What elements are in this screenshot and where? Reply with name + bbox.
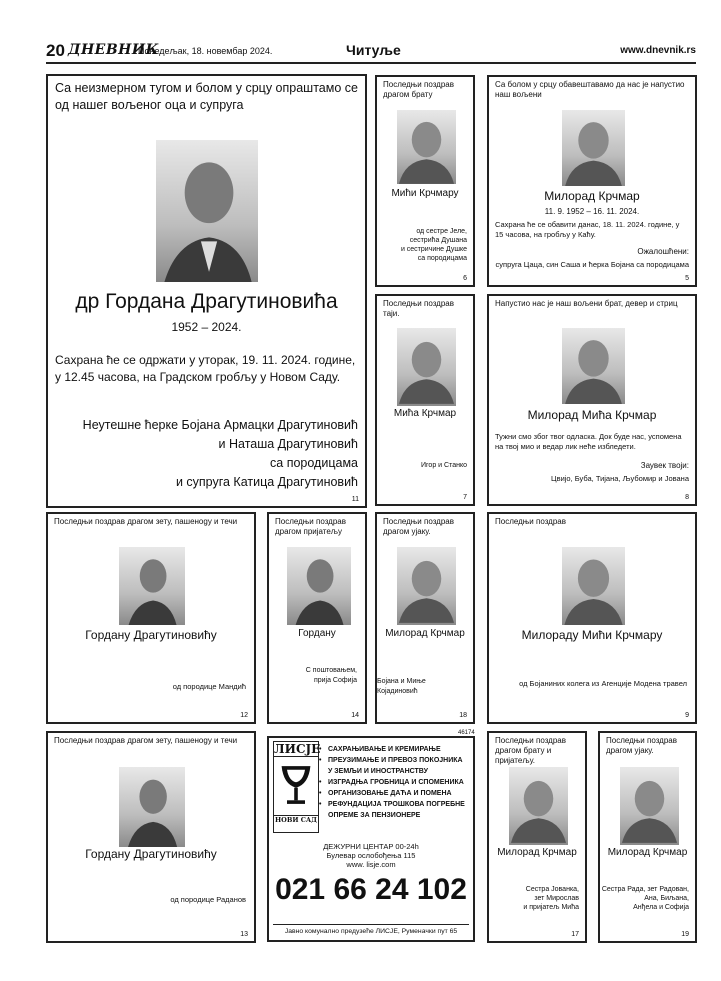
signature-line: С поштовањем,: [305, 667, 357, 674]
signature: [602, 885, 689, 912]
portrait-photo: [287, 547, 351, 625]
deceased-name: Милорад Крчмар: [544, 189, 640, 203]
obituary-19: [598, 731, 697, 943]
lisje-advertisement: [267, 736, 475, 942]
website-link[interactable]: www.dnevnik.rs: [620, 45, 696, 56]
portrait-photo: [562, 110, 625, 186]
website[interactable]: www. lisje.com: [346, 860, 396, 869]
ad-code: 17: [571, 931, 579, 938]
mourners-label: Заувек твоји:: [640, 461, 689, 470]
ad-code: 11: [351, 496, 359, 503]
obituary-intro: Последњи поздрав драгом зету, пашеноgу и течи: [54, 736, 238, 745]
signature-line: Сестра Јованка,: [525, 886, 579, 893]
ad-code: 12: [240, 712, 248, 719]
deceased-name: Гордану Драгутиновићу: [85, 847, 217, 861]
signature-line: сестрића Душана: [409, 237, 467, 244]
page-number: 20: [46, 41, 65, 60]
portrait-photo: [509, 767, 568, 845]
life-dates: 11. 9. 1952 – 16. 11. 2024.: [544, 207, 640, 216]
portrait-photo: [397, 110, 456, 184]
services-list: [319, 744, 467, 821]
mourners-list: [83, 416, 358, 492]
mourner-line: и Наташа Драгутиновић: [218, 437, 358, 451]
obituary-18: [375, 512, 475, 724]
deceased-name: Мића Крчмар: [393, 408, 457, 419]
contact-block: [269, 842, 473, 869]
signature-line: са породицама: [417, 255, 467, 262]
obituary-intro: Последњи поздрав таји.: [383, 299, 454, 318]
deceased-name: Милорад Мића Крчмар: [527, 408, 657, 422]
service-item: • ИЗГРАДЊА ГРОБНИЦА И СПОМЕНИКА: [319, 777, 467, 788]
obituary-7: [375, 294, 475, 506]
obituary-5: [487, 75, 697, 287]
signature: [523, 885, 579, 912]
signature: [306, 666, 357, 686]
duty-center: ДЕЖУРНИ ЦЕНТАР 00-24h: [323, 842, 419, 851]
life-years: 1952 – 2024.: [171, 320, 242, 334]
obituary-intro: Последњи поздрав драгом ујаку.: [383, 517, 454, 536]
obituary-13: [46, 731, 256, 943]
obituary-intro: Последњи поздрав драгом пријатељу: [275, 517, 346, 536]
obituary-14: [267, 512, 367, 724]
mourners-list: Цвијо, Буба, Тијана, Љубомир и Јована: [551, 474, 689, 483]
mourners-list: супруга Цаца, син Саша и ћерка Бојана са породицама: [495, 260, 689, 269]
portrait-photo: [119, 547, 185, 625]
obituary-9: [487, 512, 697, 724]
portrait-photo: [562, 328, 625, 404]
signature: [401, 227, 467, 263]
deceased-name: др Гордана Драгутиновића: [75, 290, 338, 313]
signature: Бојана и Миње Којадиновић: [377, 678, 426, 695]
lisje-logo: [273, 741, 319, 833]
section-title: Читуље: [346, 42, 401, 58]
ad-code: 6: [463, 275, 467, 282]
company-footer: Јавно комунално предузеће ЛИСЈЕ, Руменачки пут 65: [273, 924, 469, 935]
ad-code: 13: [240, 931, 248, 938]
signature: Игор и Станко: [421, 462, 467, 469]
issue-date: Понедељак, 18. новембар 2024.: [138, 46, 273, 56]
deceased-name: Мићи Крчмару: [391, 188, 459, 199]
deceased-name: Гордану: [298, 628, 336, 639]
ad-code: 5: [685, 275, 689, 282]
mourner-line: Неутешне ћерке Бојана Армацки Драгутиновић: [82, 418, 358, 432]
service-item: • РЕФУНДАЦИЈА ТРОШКОВА ПОГРЕБНЕ ОПРЕМЕ ЗА ПЕНЗИОНЕРЕ: [319, 799, 467, 821]
obituary-intro: Са неизмерном тугом и болом у срцу опраштамо се од нашег вољеног оца и супруга: [55, 81, 358, 112]
signature-line: Анђела и Софија: [633, 904, 689, 911]
mourners-label: Ожалошћени:: [637, 247, 689, 256]
signature-line: Сестра Рада, зет Радован,: [601, 886, 689, 893]
funeral-info: Сахрана ће се обавити данас, 18. 11. 2024. године, у 15 часова, на гробљу у Каћу.: [495, 220, 680, 239]
service-item: • ОРГАНИЗОВАЊЕ ДАЋА И ПОМЕНА: [319, 788, 467, 799]
obituary-17: [487, 731, 587, 943]
signature-line: и пријатељ Мића: [523, 904, 579, 911]
service-item: • САХРАЊИВАЊЕ И КРЕМИРАЊЕ: [319, 744, 467, 755]
phone-number[interactable]: 021 66 24 102: [275, 873, 467, 906]
obituary-8: [487, 294, 697, 506]
ad-code: 14: [351, 712, 359, 719]
obituary-intro: Последњи поздрав драгом брату и пријатељу.: [495, 736, 566, 765]
ad-code: 7: [463, 494, 467, 501]
lisje-logo-city: НОВИ САД: [275, 816, 317, 824]
obituary-11: [46, 74, 367, 508]
obituary-intro: Последњи поздрав драгом брату: [383, 80, 454, 99]
obituary-intro: Последњи поздрав: [495, 517, 566, 526]
tribute-text: Тужни смо због твог одласка. Док буде нас, успомена на твој мио и ведар лик неће избледети.: [495, 432, 682, 451]
signature-line: зет Мирослав: [534, 895, 579, 902]
obituary-intro: Напустио нас је наш вољени брат, девер и стриц: [495, 299, 678, 308]
obituary-12: [46, 512, 256, 724]
deceased-name: Милорад Крчмар: [385, 628, 465, 639]
signature-line: и сестричине Душке: [400, 246, 467, 253]
signature: од породице Мандић: [172, 682, 246, 691]
portrait-photo: [397, 328, 456, 406]
address: Булевар ослобођења 115: [326, 851, 416, 860]
lisje-ad-code: 46174: [458, 730, 475, 736]
portrait-photo: [562, 547, 625, 625]
obituary-intro: Последњи поздрав драгом зету, пашеноgу и течи: [54, 517, 238, 526]
goblet-icon: [278, 760, 314, 810]
obituary-intro: Последњи поздрав драгом ујаку.: [606, 736, 677, 755]
ad-code: 18: [459, 712, 467, 719]
obituary-intro: Са болом у срцу обавештавамо да нас је напустио наш вољени: [495, 80, 685, 99]
signature-line: прија Софија: [313, 677, 357, 684]
mourner-line: и супруга Катица Драгутиновић: [175, 475, 358, 489]
ad-code: 9: [685, 712, 689, 719]
portrait-photo: [156, 140, 258, 282]
lisje-logo-title: ЛИСЈЕ: [274, 742, 321, 756]
signature-line: од сестре Јеле,: [416, 228, 467, 235]
signature: од Бојаниних колега из Агенције Модена травел: [519, 679, 687, 688]
portrait-photo: [620, 767, 679, 845]
service-item: • ПРЕУЗИМАЊЕ И ПРЕВОЗ ПОКОЈНИКА У ЗЕМЉИ И ИНОСТРАНСТВУ: [319, 755, 467, 777]
ad-code: 19: [681, 931, 689, 938]
page-header: [46, 40, 696, 64]
signature-line: Ана, Биљана,: [644, 895, 689, 902]
portrait-photo: [119, 767, 185, 847]
deceased-name: Милорад Крчмар: [497, 847, 577, 858]
funeral-info: Сахрана ће се одржати у уторак, 19. 11. 2024. године, у 12.45 часова, на Градском гробљу у Новом Саду.: [55, 353, 356, 384]
deceased-name: Милорад Крчмар: [607, 847, 688, 858]
deceased-name: Милораду Мићи Крчмару: [521, 628, 663, 642]
newspaper-logo: ДНЕВНИК: [68, 42, 159, 58]
mourner-line: са породицама: [270, 456, 358, 470]
deceased-name: Гордану Драгутиновићу: [85, 628, 217, 642]
ad-code: 8: [685, 494, 689, 501]
portrait-photo: [397, 547, 456, 625]
obituary-6: [375, 75, 475, 287]
signature: од породице Раданов: [170, 895, 246, 904]
